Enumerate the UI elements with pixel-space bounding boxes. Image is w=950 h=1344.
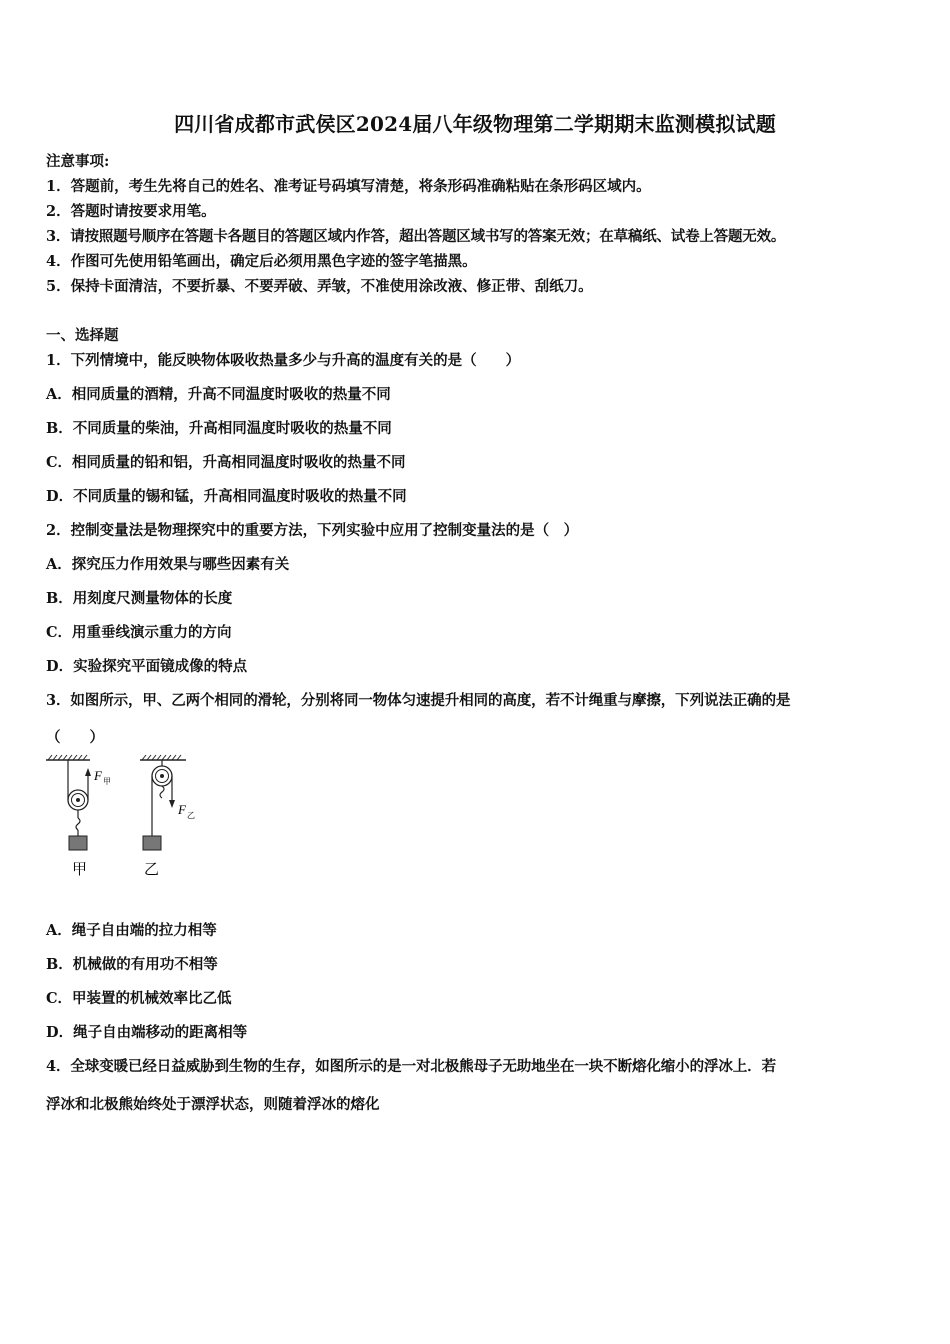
notice-heading: 注意事项: <box>46 153 110 170</box>
force-label-b: F <box>178 802 186 817</box>
notice-item: 3．请按照题号顺序在答题卡各题目的答题区域内作答，超出答题区域书写的答案无效；在草稿纸、试卷上答题无效。 <box>46 228 786 245</box>
question-stem: 3．如图所示，甲、乙两个相同的滑轮，分别将同一物体匀速提升相同的高度，若不计绳重与摩擦，下列说法正确的是 <box>46 692 791 709</box>
force-label-a: F <box>94 768 102 783</box>
figure-label-a: 甲 <box>72 860 88 878</box>
option-a: A．探究压力作用效果与哪些因素有关 <box>46 556 290 573</box>
section-heading: 一、选择题 <box>46 327 119 344</box>
question-paren: （ ） <box>46 729 104 746</box>
notice-item: 1．答题前，考生先将自己的姓名、准考证号码填写清楚，将条形码准确粘贴在条形码区域内。 <box>46 178 651 195</box>
question-stem: 2．控制变量法是物理探究中的重要方法，下列实验中应用了控制变量法的是（ ） <box>46 522 579 539</box>
pulley-diagram <box>40 752 210 884</box>
option-c: C．甲装置的机械效率比乙低 <box>46 990 232 1007</box>
option-c: C．相同质量的铅和铝，升高相同温度时吸收的热量不同 <box>46 454 406 471</box>
option-b: B．不同质量的柴油，升高相同温度时吸收的热量不同 <box>46 420 392 437</box>
question-stem-continued: 浮冰和北极熊始终处于漂浮状态，则随着浮冰的熔化 <box>46 1096 380 1113</box>
option-d: D．实验探究平面镜成像的特点 <box>46 658 248 675</box>
exam-title: 四川省成都市武侯区2024届八年级物理第二学期期末监测模拟试题 <box>174 112 776 136</box>
question-stem: 4．全球变暖已经日益威胁到生物的生存，如图所示的是一对北极熊母子无助地坐在一块不断熔化缩小的浮冰上．若 <box>46 1058 776 1075</box>
option-a: A．相同质量的酒精，升高不同温度时吸收的热量不同 <box>46 386 391 403</box>
option-d: D．绳子自由端移动的距离相等 <box>46 1024 248 1041</box>
force-sub-b: 乙 <box>187 811 195 820</box>
option-a: A．绳子自由端的拉力相等 <box>46 922 217 939</box>
figure-label-b: 乙 <box>144 860 160 878</box>
option-b: B．用刻度尺测量物体的长度 <box>46 590 233 607</box>
notice-item: 2．答题时请按要求用笔。 <box>46 203 216 220</box>
notice-item: 4．作图可先使用铅笔画出，确定后必须用黑色字迹的签字笔描黑。 <box>46 253 477 270</box>
option-d: D．不同质量的锡和锰，升高相同温度时吸收的热量不同 <box>46 488 407 505</box>
question-stem: 1．下列情境中，能反映物体吸收热量多少与升高的温度有关的是（ ） <box>46 352 521 369</box>
option-b: B．机械做的有用功不相等 <box>46 956 218 973</box>
pulley-a <box>46 755 91 850</box>
option-c: C．用重垂线演示重力的方向 <box>46 624 232 641</box>
notice-item: 5．保持卡面清洁，不要折暴、不要弄破、弄皱，不准使用涂改液、修正带、刮纸刀。 <box>46 278 593 295</box>
force-sub-a: 甲 <box>103 777 111 786</box>
